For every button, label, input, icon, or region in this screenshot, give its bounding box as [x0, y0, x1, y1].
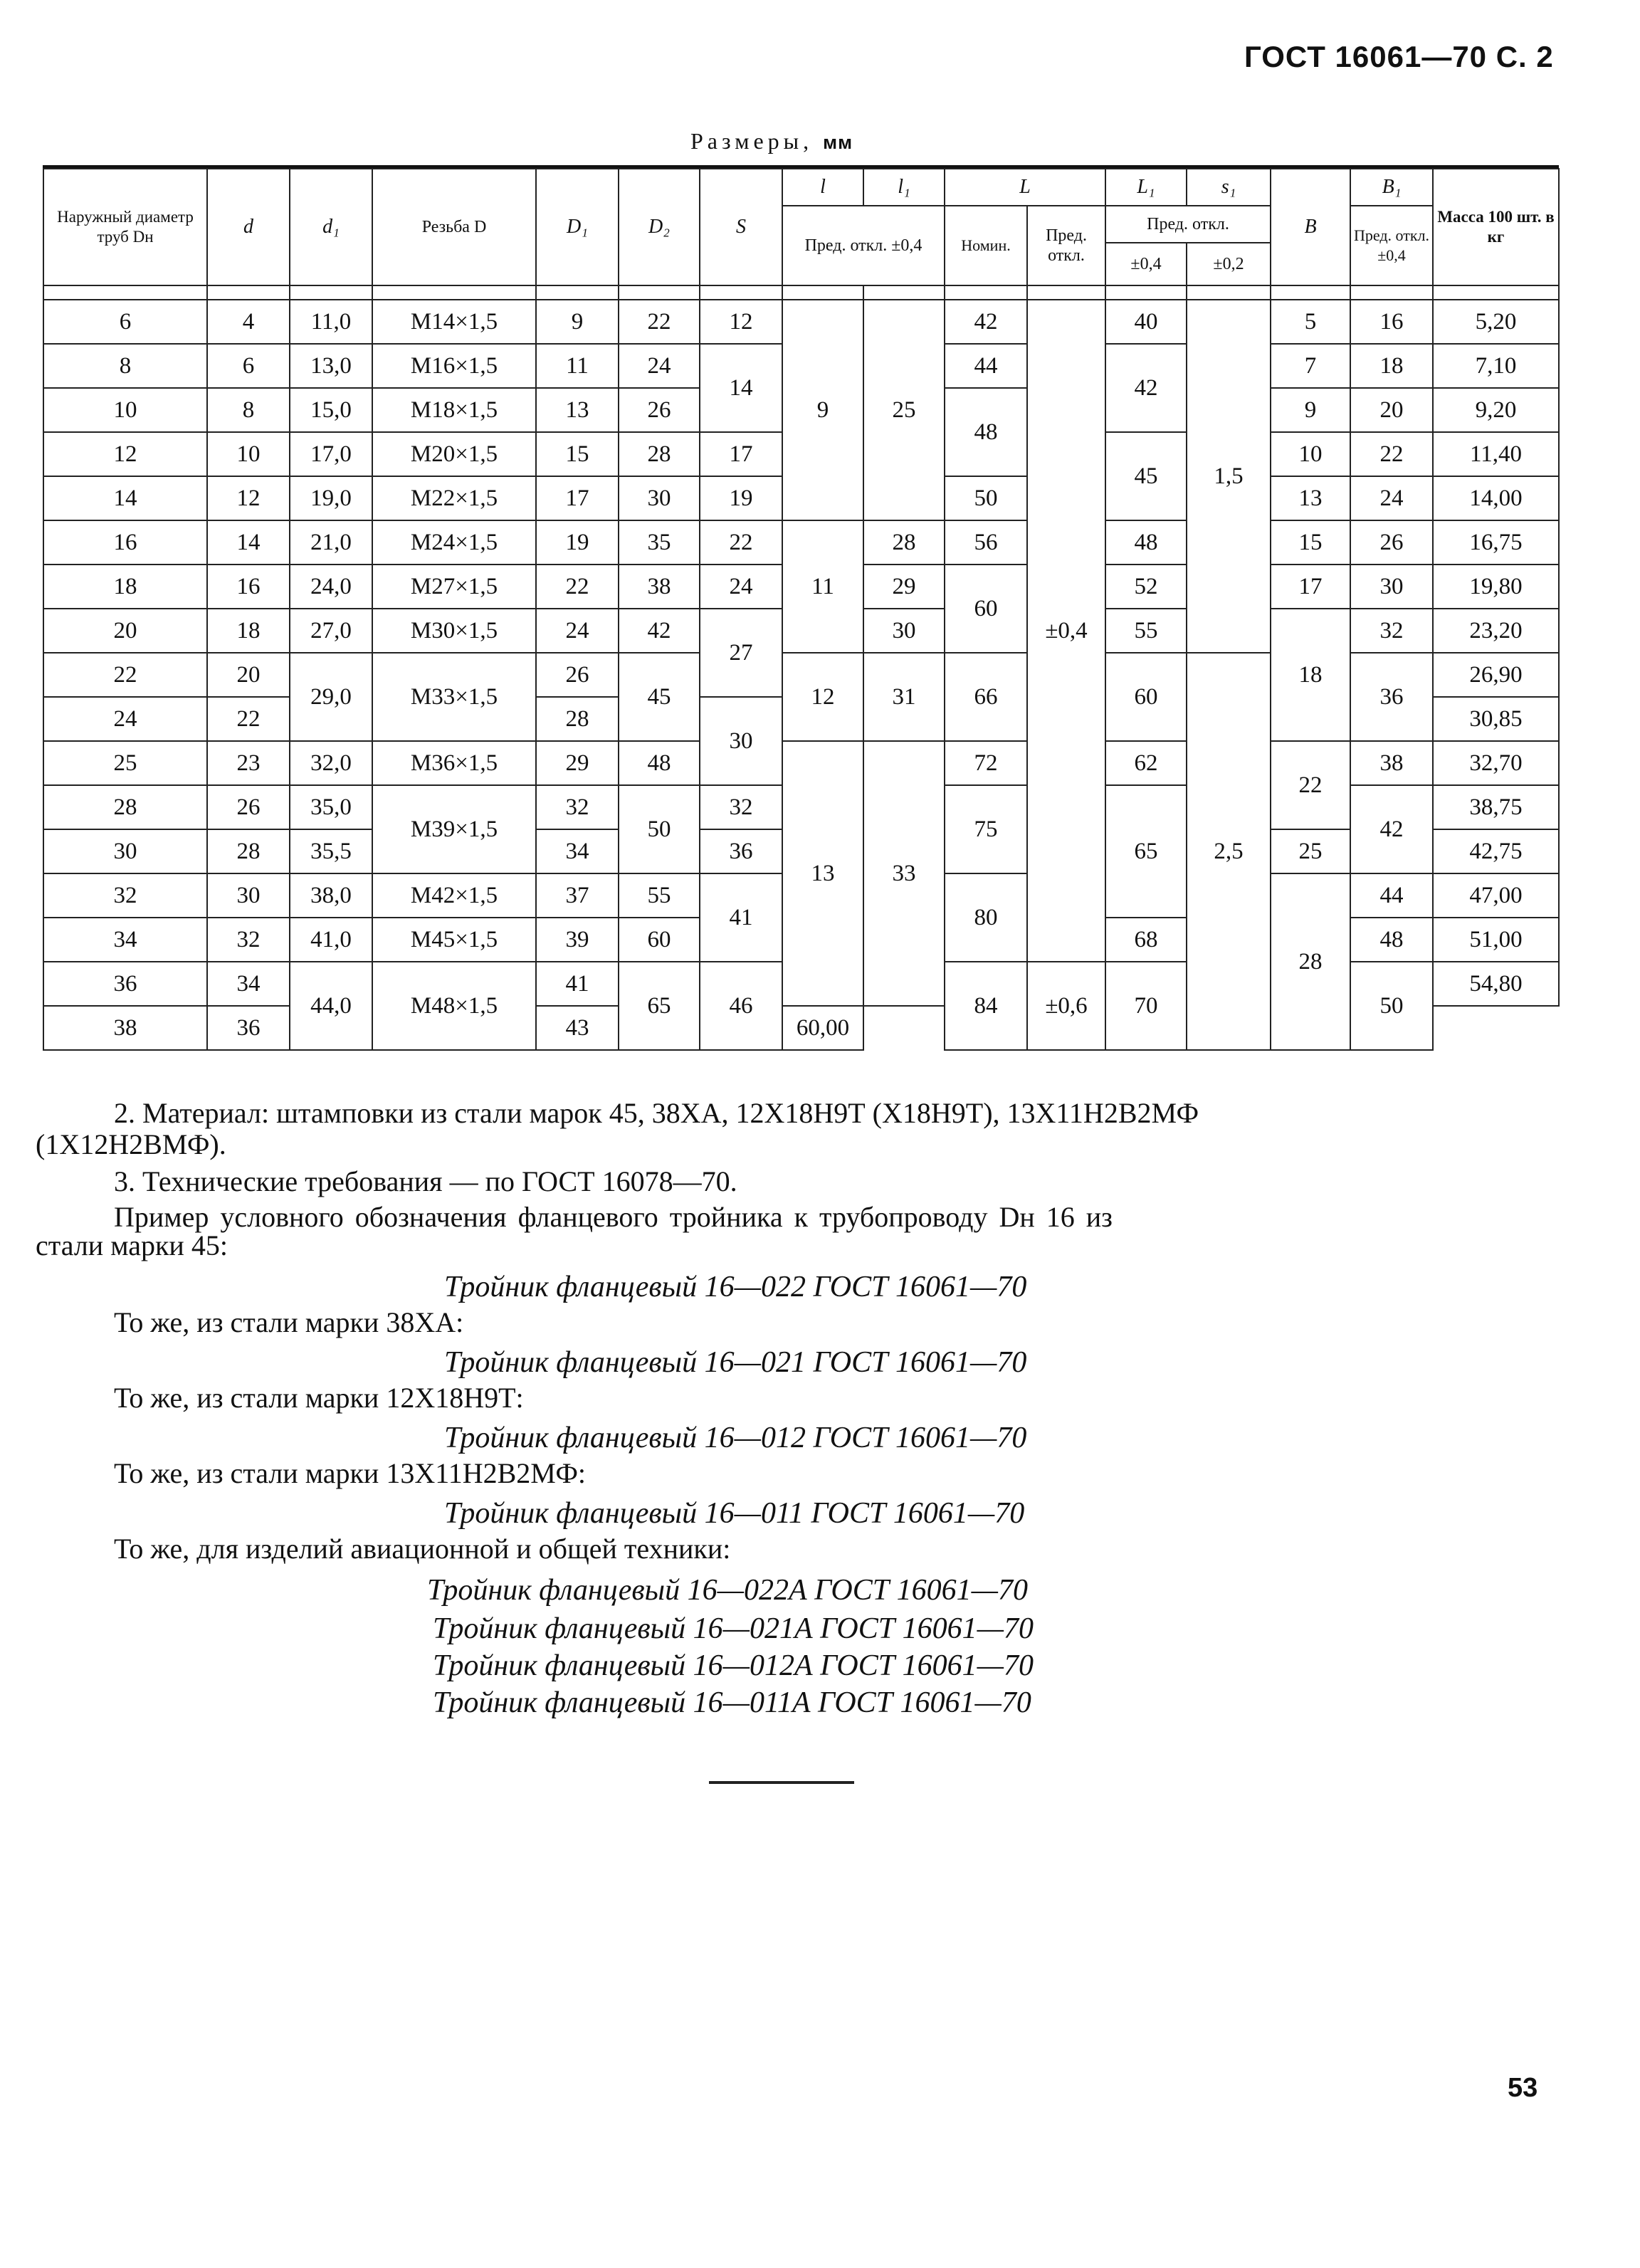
- dimensions-table: [43, 168, 1560, 1051]
- cell-l: 12: [782, 653, 863, 741]
- cell-S: 24: [700, 565, 782, 609]
- cell-thread: M18×1,5: [372, 388, 536, 432]
- cell-mass: 30,85: [1433, 697, 1559, 741]
- cell-thread: M22×1,5: [372, 476, 536, 520]
- cell-D1: 39: [536, 918, 619, 962]
- cell-D2: 26: [619, 388, 700, 432]
- cell-B1: 50: [1350, 962, 1433, 1050]
- cell-mass: 38,75: [1433, 785, 1559, 829]
- table-row: [43, 300, 1559, 344]
- cell-B: 25: [1271, 829, 1350, 873]
- cell-D2: 45: [619, 653, 700, 741]
- cell-mass: 51,00: [1433, 918, 1559, 962]
- col-header-L1-tol: ±0,4: [1105, 243, 1187, 285]
- cell-dn: 14: [43, 476, 207, 520]
- cell-L1: 68: [1105, 918, 1187, 962]
- col-header-mass: Масса 100 шт. в кг: [1433, 169, 1559, 285]
- cell-mass: 54,80: [1433, 962, 1559, 1006]
- cell-L-nom: 80: [945, 873, 1027, 962]
- cell-B1: 30: [1350, 565, 1433, 609]
- cell-d1: 24,0: [290, 565, 372, 609]
- cell-D1: 19: [536, 520, 619, 565]
- cell-D1: 29: [536, 741, 619, 785]
- col-header-B1: B₁: [1350, 169, 1433, 206]
- cell-d: 8: [207, 388, 290, 432]
- cell-D2: 22: [619, 300, 700, 344]
- cell-D2: 55: [619, 873, 700, 918]
- cell-mass: 14,00: [1433, 476, 1559, 520]
- col-header-D2: D₂: [619, 169, 700, 285]
- same-steel-38xa: То же, из стали марки 38ХА:: [114, 1306, 464, 1338]
- cell-B1: 18: [1350, 344, 1433, 388]
- cell-mass: 32,70: [1433, 741, 1559, 785]
- cell-mass: 9,20: [1433, 388, 1559, 432]
- cell-B1: 44: [1350, 873, 1433, 918]
- cell-d: 4: [207, 300, 290, 344]
- cell-thread: M48×1,5: [372, 962, 536, 1050]
- cell-d: 32: [207, 918, 290, 962]
- cell-D2: 28: [619, 432, 700, 476]
- cell-D1: 28: [536, 697, 619, 741]
- cell-L-nom: 72: [945, 741, 1027, 785]
- running-header: ГОСТ 16061—70 С. 2: [1244, 40, 1554, 73]
- designation-4: Тройник фланцевый 16—011 ГОСТ 16061—70: [444, 1497, 1025, 1530]
- cell-B: 5: [1271, 300, 1350, 344]
- cell-B: 28: [1271, 873, 1350, 1050]
- cell-mass: 47,00: [1433, 873, 1559, 918]
- cell-L-nom: 50: [945, 476, 1027, 520]
- cell-d: 6: [207, 344, 290, 388]
- cell-d: 36: [207, 1006, 290, 1050]
- cell-dn: 22: [43, 653, 207, 697]
- cell-S: 12: [700, 300, 782, 344]
- material-note-line1: 2. Материал: штамповки из стали марок 45, 38ХА, 12Х18Н9Т (Х18Н9Т), 13Х11Н2В2МФ: [114, 1097, 1199, 1129]
- caption-unit: мм: [823, 132, 853, 153]
- designation-6: Тройник фланцевый 16—021А ГОСТ 16061—70: [433, 1612, 1034, 1645]
- col-header-l1: l₁: [863, 169, 945, 206]
- cell-B1: 48: [1350, 918, 1433, 962]
- cell-mass: 5,20: [1433, 300, 1559, 344]
- cell-S: 14: [700, 344, 782, 432]
- cell-D1: 9: [536, 300, 619, 344]
- cell-B: 17: [1271, 565, 1350, 609]
- cell-d1: 13,0: [290, 344, 372, 388]
- example-intro-line1: Пример условного обозначения фланцевого тройника к трубопроводу Dн 16 из: [114, 1201, 1113, 1233]
- cell-B: 10: [1271, 432, 1350, 476]
- col-header-L-nom: Номин.: [945, 206, 1027, 285]
- col-header-l: l: [782, 169, 863, 206]
- cell-d1: 41,0: [290, 918, 372, 962]
- material-note-line2: (1Х12Н2ВМФ).: [36, 1128, 226, 1160]
- col-header-thread: Резьба D: [372, 169, 536, 285]
- designation-7: Тройник фланцевый 16—012А ГОСТ 16061—70: [433, 1649, 1034, 1682]
- cell-d1: 27,0: [290, 609, 372, 653]
- cell-l: 13: [782, 741, 863, 1006]
- designation-8: Тройник фланцевый 16—011А ГОСТ 16061—70: [433, 1686, 1031, 1719]
- cell-mass: 7,10: [1433, 344, 1559, 388]
- cell-dn: 36: [43, 962, 207, 1006]
- cell-L1: 48: [1105, 520, 1187, 565]
- col-header-L-tol: Пред. откл.: [1027, 206, 1105, 285]
- cell-mass: 11,40: [1433, 432, 1559, 476]
- cell-D1: 11: [536, 344, 619, 388]
- cell-thread: M45×1,5: [372, 918, 536, 962]
- cell-thread: M30×1,5: [372, 609, 536, 653]
- table-caption: [690, 128, 853, 154]
- cell-B: 9: [1271, 388, 1350, 432]
- cell-B: 15: [1271, 520, 1350, 565]
- cell-d: 18: [207, 609, 290, 653]
- cell-d1: 35,0: [290, 785, 372, 829]
- cell-thread: M36×1,5: [372, 741, 536, 785]
- cell-dn: 30: [43, 829, 207, 873]
- cell-d1: 17,0: [290, 432, 372, 476]
- col-header-B1-tol: Пред. откл. ±0,4: [1350, 206, 1433, 285]
- cell-S: 41: [700, 873, 782, 962]
- cell-B: 13: [1271, 476, 1350, 520]
- cell-dn: 12: [43, 432, 207, 476]
- cell-d1: 35,5: [290, 829, 372, 873]
- cell-B1: 38: [1350, 741, 1433, 785]
- cell-mass: 16,75: [1433, 520, 1559, 565]
- cell-d: 20: [207, 653, 290, 697]
- cell-D1: 26: [536, 653, 619, 697]
- cell-B: 22: [1271, 741, 1350, 829]
- cell-thread: M42×1,5: [372, 873, 536, 918]
- cell-B1: 42: [1350, 785, 1433, 873]
- cell-D2: 42: [619, 609, 700, 653]
- cell-D1: 43: [536, 1006, 619, 1050]
- example-intro-line2: стали марки 45:: [36, 1229, 228, 1261]
- cell-L-nom: 48: [945, 388, 1027, 476]
- cell-dn: 24: [43, 697, 207, 741]
- cell-mass: 42,75: [1433, 829, 1559, 873]
- cell-D2: 65: [619, 962, 700, 1050]
- cell-D1: 24: [536, 609, 619, 653]
- cell-S: 46: [700, 962, 782, 1050]
- cell-dn: 20: [43, 609, 207, 653]
- cell-B1: 20: [1350, 388, 1433, 432]
- col-header-s1-tol: ±0,2: [1187, 243, 1271, 285]
- cell-thread: M33×1,5: [372, 653, 536, 741]
- cell-B1: 32: [1350, 609, 1433, 653]
- cell-mass: 60,00: [782, 1006, 863, 1050]
- cell-D2: 48: [619, 741, 700, 785]
- cell-thread: M27×1,5: [372, 565, 536, 609]
- designation-1: Тройник фланцевый 16—022 ГОСТ 16061—70: [444, 1271, 1027, 1303]
- page-number: 53: [1508, 2073, 1538, 2103]
- cell-thread: M39×1,5: [372, 785, 536, 873]
- cell-l1: 30: [863, 609, 945, 653]
- cell-D1: 17: [536, 476, 619, 520]
- cell-l1: 31: [863, 653, 945, 741]
- designation-2: Тройник фланцевый 16—021 ГОСТ 16061—70: [444, 1346, 1027, 1379]
- cell-L-tol: ±0,4: [1027, 300, 1105, 962]
- same-aviation-note: То же, для изделий авиационной и общей техники:: [114, 1533, 731, 1565]
- cell-B1: 16: [1350, 300, 1433, 344]
- col-header-s1: s₁: [1187, 169, 1271, 206]
- cell-d1: 44,0: [290, 962, 372, 1050]
- cell-d: 34: [207, 962, 290, 1006]
- cell-L1: 55: [1105, 609, 1187, 653]
- cell-thread: M16×1,5: [372, 344, 536, 388]
- cell-d: 22: [207, 697, 290, 741]
- cell-D2: 24: [619, 344, 700, 388]
- cell-dn: 8: [43, 344, 207, 388]
- col-header-d: d: [207, 169, 290, 285]
- cell-D2: 35: [619, 520, 700, 565]
- cell-B1: 36: [1350, 653, 1433, 741]
- cell-B1: 22: [1350, 432, 1433, 476]
- cell-S: 19: [700, 476, 782, 520]
- cell-s1: 1,5: [1187, 300, 1271, 653]
- cell-B: 7: [1271, 344, 1350, 388]
- cell-thread: M20×1,5: [372, 432, 536, 476]
- cell-L1: 52: [1105, 565, 1187, 609]
- cell-d1: 38,0: [290, 873, 372, 918]
- cell-L1: 70: [1105, 962, 1187, 1050]
- cell-D1: 15: [536, 432, 619, 476]
- cell-D1: 22: [536, 565, 619, 609]
- cell-L-nom: 84: [945, 962, 1027, 1050]
- cell-S: 30: [700, 697, 782, 785]
- col-header-B: B: [1271, 169, 1350, 285]
- designation-5: Тройник фланцевый 16—022А ГОСТ 16061—70: [427, 1574, 1028, 1607]
- same-steel-12x18h9t: То же, из стали марки 12Х18Н9Т:: [114, 1382, 524, 1414]
- table-row: [43, 520, 1559, 565]
- cell-D1: 13: [536, 388, 619, 432]
- cell-B: 18: [1271, 609, 1350, 741]
- cell-dn: 25: [43, 741, 207, 785]
- cell-l1: 33: [863, 741, 945, 1006]
- col-header-dn: Наружный диаметр труб Dн: [43, 169, 207, 285]
- cell-dn: 6: [43, 300, 207, 344]
- cell-dn: 16: [43, 520, 207, 565]
- cell-L1: 40: [1105, 300, 1187, 344]
- cell-D1: 41: [536, 962, 619, 1006]
- cell-D2: 38: [619, 565, 700, 609]
- same-steel-13x11: То же, из стали марки 13Х11Н2В2МФ:: [114, 1457, 587, 1489]
- cell-B1: 26: [1350, 520, 1433, 565]
- cell-L-nom: 66: [945, 653, 1027, 741]
- cell-d1: 19,0: [290, 476, 372, 520]
- cell-S: 22: [700, 520, 782, 565]
- cell-L-nom: 56: [945, 520, 1027, 565]
- cell-d1: 15,0: [290, 388, 372, 432]
- col-header-d1: d₁: [290, 169, 372, 285]
- cell-l1: 29: [863, 565, 945, 609]
- cell-mass: 19,80: [1433, 565, 1559, 609]
- cell-L1: 45: [1105, 432, 1187, 520]
- cell-dn: 18: [43, 565, 207, 609]
- cell-d1: 32,0: [290, 741, 372, 785]
- col-header-S: S: [700, 169, 782, 285]
- table-row: [43, 741, 1559, 785]
- col-header-D1: D₁: [536, 169, 619, 285]
- cell-S: 27: [700, 609, 782, 697]
- cell-mass: 26,90: [1433, 653, 1559, 697]
- technical-requirements-note: 3. Технические требования — по ГОСТ 16078—70.: [114, 1165, 737, 1197]
- cell-dn: 28: [43, 785, 207, 829]
- cell-d1: 21,0: [290, 520, 372, 565]
- cell-D1: 37: [536, 873, 619, 918]
- cell-L1: 62: [1105, 741, 1187, 785]
- col-header-L1s1-tol: Пред. откл.: [1105, 206, 1271, 243]
- caption-text: Размеры,: [690, 128, 814, 154]
- cell-L-nom: 42: [945, 300, 1027, 344]
- cell-d: 28: [207, 829, 290, 873]
- cell-dn: 10: [43, 388, 207, 432]
- cell-D2: 30: [619, 476, 700, 520]
- end-rule: [709, 1781, 854, 1784]
- cell-d1: 11,0: [290, 300, 372, 344]
- cell-d1: 29,0: [290, 653, 372, 741]
- cell-L-nom: 75: [945, 785, 1027, 873]
- cell-d: 14: [207, 520, 290, 565]
- cell-L-nom: 60: [945, 565, 1027, 653]
- cell-d: 16: [207, 565, 290, 609]
- cell-dn: 34: [43, 918, 207, 962]
- cell-l1: 28: [863, 520, 945, 565]
- cell-L-tol: ±0,6: [1027, 962, 1105, 1050]
- cell-thread: M24×1,5: [372, 520, 536, 565]
- cell-B1: 24: [1350, 476, 1433, 520]
- cell-d: 26: [207, 785, 290, 829]
- cell-S: 32: [700, 785, 782, 829]
- cell-d: 23: [207, 741, 290, 785]
- cell-D2: 50: [619, 785, 700, 873]
- cell-L1: 60: [1105, 653, 1187, 741]
- cell-s1: 2,5: [1187, 653, 1271, 1050]
- cell-dn: 32: [43, 873, 207, 918]
- col-header-L: L: [945, 169, 1105, 206]
- cell-D1: 34: [536, 829, 619, 873]
- col-header-L1: L₁: [1105, 169, 1187, 206]
- cell-L1: 42: [1105, 344, 1187, 432]
- cell-l: 9: [782, 300, 863, 520]
- cell-D2: 60: [619, 918, 700, 962]
- cell-S: 36: [700, 829, 782, 873]
- designation-3: Тройник фланцевый 16—012 ГОСТ 16061—70: [444, 1422, 1027, 1454]
- cell-thread: M14×1,5: [372, 300, 536, 344]
- cell-S: 17: [700, 432, 782, 476]
- cell-L1: 65: [1105, 785, 1187, 918]
- cell-mass: 23,20: [1433, 609, 1559, 653]
- cell-l: 11: [782, 520, 863, 653]
- cell-L-nom: 44: [945, 344, 1027, 388]
- col-header-l-tol: Пред. откл. ±0,4: [782, 206, 945, 285]
- cell-D1: 32: [536, 785, 619, 829]
- cell-d: 12: [207, 476, 290, 520]
- cell-d: 30: [207, 873, 290, 918]
- cell-l1: 25: [863, 300, 945, 520]
- cell-d: 10: [207, 432, 290, 476]
- cell-dn: 38: [43, 1006, 207, 1050]
